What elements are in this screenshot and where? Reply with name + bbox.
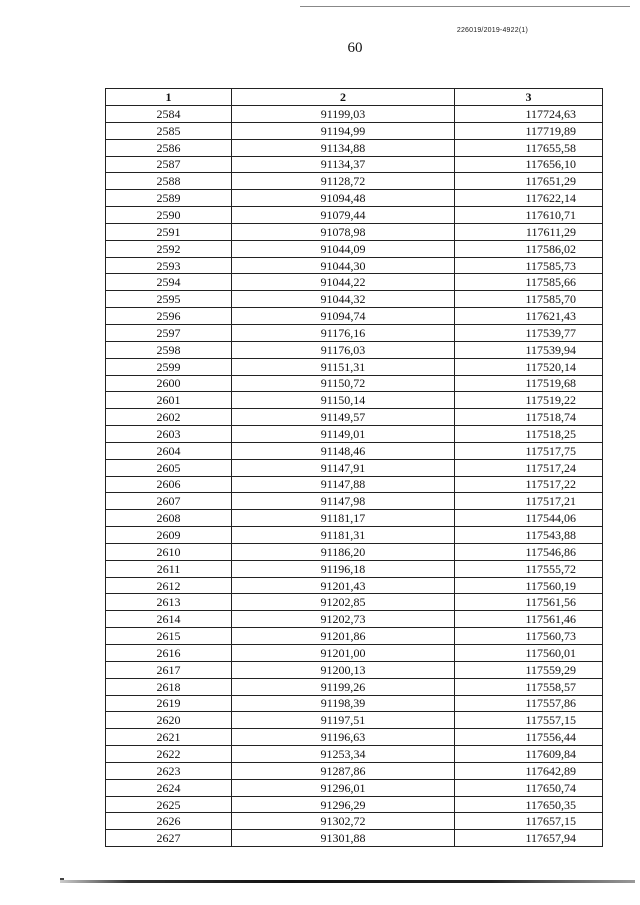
- x-coordinate-cell: 91044,22: [232, 274, 455, 291]
- point-number-cell: 2599: [106, 358, 232, 375]
- point-number-cell: 2598: [106, 341, 232, 358]
- y-coordinate-cell: 117586,02: [455, 240, 603, 257]
- x-coordinate-cell: 91078,98: [232, 223, 455, 240]
- x-coordinate-cell: 91253,34: [232, 746, 455, 763]
- x-coordinate-cell: 91196,63: [232, 729, 455, 746]
- table-row: [106, 139, 603, 156]
- x-coordinate-cell: 91094,48: [232, 190, 455, 207]
- page-number: 60: [347, 40, 363, 56]
- table-row: [106, 291, 603, 308]
- y-coordinate-cell: 117557,86: [455, 695, 603, 712]
- table-row: [106, 324, 603, 341]
- y-coordinate-cell: 117557,15: [455, 712, 603, 729]
- point-number-cell: 2616: [106, 645, 232, 662]
- point-number-cell: 2608: [106, 510, 232, 527]
- x-coordinate-cell: 91147,88: [232, 476, 455, 493]
- point-number-cell: 2595: [106, 291, 232, 308]
- y-coordinate-cell: 117650,35: [455, 796, 603, 813]
- point-number-cell: 2606: [106, 476, 232, 493]
- table-row: [106, 173, 603, 190]
- table-row: [106, 341, 603, 358]
- table-row: [106, 459, 603, 476]
- top-rule: [300, 6, 630, 7]
- x-coordinate-cell: 91201,43: [232, 577, 455, 594]
- point-number-cell: 2610: [106, 543, 232, 560]
- table-row: [106, 207, 603, 224]
- point-number-cell: 2619: [106, 695, 232, 712]
- x-coordinate-cell: 91149,01: [232, 426, 455, 443]
- point-number-cell: 2623: [106, 762, 232, 779]
- table-row: [106, 695, 603, 712]
- table-row: [106, 796, 603, 813]
- table-row: [106, 122, 603, 139]
- y-coordinate-cell: 117517,22: [455, 476, 603, 493]
- point-number-cell: 2586: [106, 139, 232, 156]
- y-coordinate-cell: 117651,29: [455, 173, 603, 190]
- table-body: [106, 106, 603, 847]
- y-coordinate-cell: 117539,77: [455, 324, 603, 341]
- x-coordinate-cell: 91134,37: [232, 156, 455, 173]
- table-row: [106, 594, 603, 611]
- y-coordinate-cell: 117621,43: [455, 308, 603, 325]
- point-number-cell: 2612: [106, 577, 232, 594]
- y-coordinate-cell: 117719,89: [455, 122, 603, 139]
- point-number-cell: 2602: [106, 409, 232, 426]
- x-coordinate-cell: 91200,13: [232, 661, 455, 678]
- x-coordinate-cell: 91202,85: [232, 594, 455, 611]
- coordinates-table: [105, 88, 603, 847]
- x-coordinate-cell: 91202,73: [232, 611, 455, 628]
- point-number-cell: 2609: [106, 527, 232, 544]
- x-coordinate-cell: 91150,14: [232, 392, 455, 409]
- y-coordinate-cell: 117561,46: [455, 611, 603, 628]
- point-number-cell: 2604: [106, 442, 232, 459]
- table-row: [106, 729, 603, 746]
- y-coordinate-cell: 117556,44: [455, 729, 603, 746]
- y-coordinate-cell: 117518,25: [455, 426, 603, 443]
- point-number-cell: 2592: [106, 240, 232, 257]
- header-row: [106, 89, 603, 106]
- y-coordinate-cell: 117585,73: [455, 257, 603, 274]
- table-row: [106, 156, 603, 173]
- column-header-2: 2: [232, 89, 455, 106]
- x-coordinate-cell: 91044,32: [232, 291, 455, 308]
- point-number-cell: 2585: [106, 122, 232, 139]
- table-row: [106, 779, 603, 796]
- point-number-cell: 2601: [106, 392, 232, 409]
- point-number-cell: 2607: [106, 493, 232, 510]
- x-coordinate-cell: 91181,17: [232, 510, 455, 527]
- x-coordinate-cell: 91194,99: [232, 122, 455, 139]
- point-number-cell: 2591: [106, 223, 232, 240]
- x-coordinate-cell: 91197,51: [232, 712, 455, 729]
- point-number-cell: 2624: [106, 779, 232, 796]
- y-coordinate-cell: 117609,84: [455, 746, 603, 763]
- document-number: 226019/2019-4922(1): [456, 27, 528, 34]
- y-coordinate-cell: 117560,19: [455, 577, 603, 594]
- point-number-cell: 2593: [106, 257, 232, 274]
- point-number-cell: 2627: [106, 830, 232, 847]
- y-coordinate-cell: 117642,89: [455, 762, 603, 779]
- point-number-cell: 2614: [106, 611, 232, 628]
- y-coordinate-cell: 117657,94: [455, 830, 603, 847]
- x-coordinate-cell: 91196,18: [232, 560, 455, 577]
- y-coordinate-cell: 117724,63: [455, 106, 603, 123]
- table-row: [106, 476, 603, 493]
- point-number-cell: 2588: [106, 173, 232, 190]
- y-coordinate-cell: 117561,56: [455, 594, 603, 611]
- point-number-cell: 2600: [106, 375, 232, 392]
- point-number-cell: 2589: [106, 190, 232, 207]
- table-row: [106, 762, 603, 779]
- point-number-cell: 2596: [106, 308, 232, 325]
- point-number-cell: 2594: [106, 274, 232, 291]
- point-number-cell: 2626: [106, 813, 232, 830]
- y-coordinate-cell: 117622,14: [455, 190, 603, 207]
- table-row: [106, 712, 603, 729]
- table-row: [106, 510, 603, 527]
- table-header: [106, 89, 603, 106]
- table-row: [106, 409, 603, 426]
- x-coordinate-cell: 91176,03: [232, 341, 455, 358]
- y-coordinate-cell: 117543,88: [455, 527, 603, 544]
- table-row: [106, 830, 603, 847]
- x-coordinate-cell: 91296,01: [232, 779, 455, 796]
- table-row: [106, 106, 603, 123]
- table-row: [106, 274, 603, 291]
- table-row: [106, 628, 603, 645]
- point-number-cell: 2620: [106, 712, 232, 729]
- x-coordinate-cell: 91149,57: [232, 409, 455, 426]
- table-row: [106, 358, 603, 375]
- table-row: [106, 392, 603, 409]
- table-row: [106, 308, 603, 325]
- x-coordinate-cell: 91199,26: [232, 678, 455, 695]
- x-coordinate-cell: 91134,88: [232, 139, 455, 156]
- point-number-cell: 2615: [106, 628, 232, 645]
- y-coordinate-cell: 117559,29: [455, 661, 603, 678]
- table-row: [106, 493, 603, 510]
- x-coordinate-cell: 91176,16: [232, 324, 455, 341]
- x-coordinate-cell: 91148,46: [232, 442, 455, 459]
- x-coordinate-cell: 91287,86: [232, 762, 455, 779]
- y-coordinate-cell: 117610,71: [455, 207, 603, 224]
- x-coordinate-cell: 91199,03: [232, 106, 455, 123]
- table-row: [106, 442, 603, 459]
- x-coordinate-cell: 91201,00: [232, 645, 455, 662]
- y-coordinate-cell: 117546,86: [455, 543, 603, 560]
- x-coordinate-cell: 91079,44: [232, 207, 455, 224]
- table-row: [106, 223, 603, 240]
- x-coordinate-cell: 91094,74: [232, 308, 455, 325]
- point-number-cell: 2621: [106, 729, 232, 746]
- x-coordinate-cell: 91147,91: [232, 459, 455, 476]
- table-row: [106, 257, 603, 274]
- x-coordinate-cell: 91296,29: [232, 796, 455, 813]
- x-coordinate-cell: 91302,72: [232, 813, 455, 830]
- point-number-cell: 2603: [106, 426, 232, 443]
- bottom-rule: [60, 880, 635, 883]
- table-row: [106, 577, 603, 594]
- x-coordinate-cell: 91044,30: [232, 257, 455, 274]
- point-number-cell: 2587: [106, 156, 232, 173]
- y-coordinate-cell: 117611,29: [455, 223, 603, 240]
- table-row: [106, 645, 603, 662]
- x-coordinate-cell: 91301,88: [232, 830, 455, 847]
- table-row: [106, 678, 603, 695]
- y-coordinate-cell: 117560,73: [455, 628, 603, 645]
- y-coordinate-cell: 117520,14: [455, 358, 603, 375]
- y-coordinate-cell: 117539,94: [455, 341, 603, 358]
- y-coordinate-cell: 117517,75: [455, 442, 603, 459]
- point-number-cell: 2584: [106, 106, 232, 123]
- point-number-cell: 2597: [106, 324, 232, 341]
- y-coordinate-cell: 117517,24: [455, 459, 603, 476]
- table-row: [106, 560, 603, 577]
- y-coordinate-cell: 117558,57: [455, 678, 603, 695]
- x-coordinate-cell: 91186,20: [232, 543, 455, 560]
- x-coordinate-cell: 91044,09: [232, 240, 455, 257]
- y-coordinate-cell: 117517,21: [455, 493, 603, 510]
- y-coordinate-cell: 117560,01: [455, 645, 603, 662]
- point-number-cell: 2590: [106, 207, 232, 224]
- table-row: [106, 611, 603, 628]
- point-number-cell: 2622: [106, 746, 232, 763]
- table-row: [106, 813, 603, 830]
- point-number-cell: 2625: [106, 796, 232, 813]
- point-number-cell: 2613: [106, 594, 232, 611]
- table-row: [106, 543, 603, 560]
- table-row: [106, 426, 603, 443]
- y-coordinate-cell: 117555,72: [455, 560, 603, 577]
- table-row: [106, 661, 603, 678]
- y-coordinate-cell: 117656,10: [455, 156, 603, 173]
- table-row: [106, 190, 603, 207]
- y-coordinate-cell: 117519,68: [455, 375, 603, 392]
- y-coordinate-cell: 117585,66: [455, 274, 603, 291]
- y-coordinate-cell: 117519,22: [455, 392, 603, 409]
- x-coordinate-cell: 91150,72: [232, 375, 455, 392]
- y-coordinate-cell: 117585,70: [455, 291, 603, 308]
- x-coordinate-cell: 91147,98: [232, 493, 455, 510]
- point-number-cell: 2611: [106, 560, 232, 577]
- point-number-cell: 2618: [106, 678, 232, 695]
- y-coordinate-cell: 117518,74: [455, 409, 603, 426]
- column-header-1: 1: [106, 89, 232, 106]
- x-coordinate-cell: 91198,39: [232, 695, 455, 712]
- y-coordinate-cell: 117655,58: [455, 139, 603, 156]
- point-number-cell: 2617: [106, 661, 232, 678]
- x-coordinate-cell: 91201,86: [232, 628, 455, 645]
- table-row: [106, 527, 603, 544]
- x-coordinate-cell: 91151,31: [232, 358, 455, 375]
- y-coordinate-cell: 117544,06: [455, 510, 603, 527]
- table-row: [106, 240, 603, 257]
- point-number-cell: 2605: [106, 459, 232, 476]
- column-header-3: 3: [455, 89, 603, 106]
- x-coordinate-cell: 91128,72: [232, 173, 455, 190]
- y-coordinate-cell: 117650,74: [455, 779, 603, 796]
- y-coordinate-cell: 117657,15: [455, 813, 603, 830]
- x-coordinate-cell: 91181,31: [232, 527, 455, 544]
- table-row: [106, 746, 603, 763]
- table-row: [106, 375, 603, 392]
